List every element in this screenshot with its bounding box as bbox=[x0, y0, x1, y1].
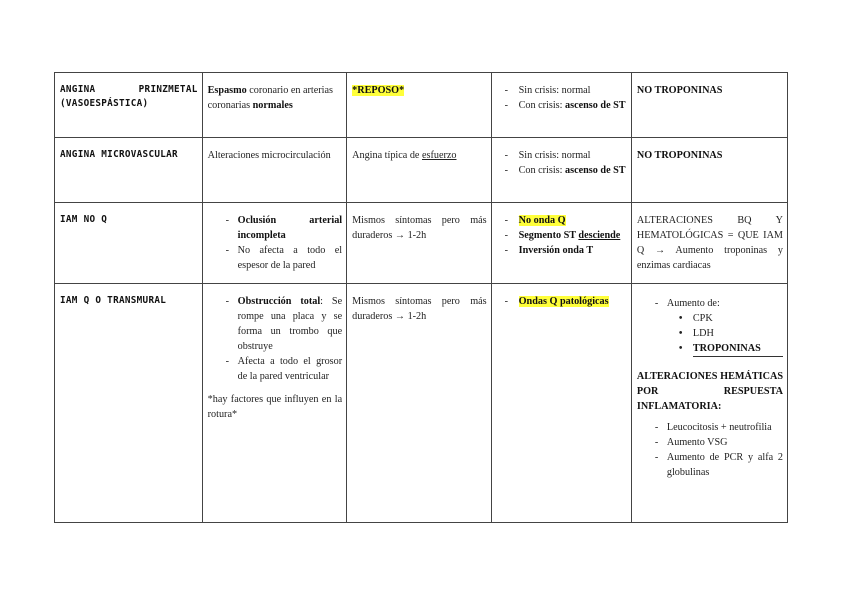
row-label: ANGINA PRINZMETAL (VASOESPÁSTICA) bbox=[60, 84, 198, 109]
table-row bbox=[55, 73, 788, 138]
text: Alteraciones microcirculación bbox=[207, 150, 331, 161]
lab-heading: ALTERACIONES HEMÁTICAS POR RESPUESTA INFLAMATORIA: bbox=[636, 371, 783, 412]
ecg-cell bbox=[491, 284, 631, 523]
lab-bullets bbox=[637, 311, 783, 357]
row-label: ANGINA MICROVASCULAR bbox=[60, 149, 178, 160]
bold-term: normales bbox=[252, 100, 293, 111]
row-label: IAM Q O TRANSMURAL bbox=[60, 295, 167, 306]
row-label-cell bbox=[55, 284, 203, 523]
symptoms-cell bbox=[347, 73, 491, 138]
bold-term: ascenso de ST bbox=[565, 165, 626, 176]
row-label-cell bbox=[55, 203, 203, 284]
ecg-cell bbox=[491, 138, 631, 203]
table-row bbox=[55, 138, 788, 203]
lab-list bbox=[637, 420, 783, 480]
list-item: - Ondas Q patológicas bbox=[497, 294, 627, 309]
list-item: - Afecta a todo el grosor de la pared ventricular bbox=[208, 354, 342, 384]
ecg-cell bbox=[491, 73, 631, 138]
list-item: • CPK bbox=[693, 311, 783, 326]
mechanism-cell bbox=[202, 73, 346, 138]
mechanism-cell bbox=[202, 138, 346, 203]
table-row bbox=[55, 203, 788, 284]
note: *hay factores que influyen en la rotura* bbox=[207, 394, 343, 420]
mechanism-list bbox=[208, 294, 342, 384]
text: Mismos síntomas pero más duraderos → 1-2h bbox=[352, 296, 487, 322]
highlighted-term: *REPOSO* bbox=[352, 85, 405, 96]
text: coronario en arterias coronarias bbox=[207, 85, 333, 111]
text: Mismos síntomas pero más duraderos → 1-2h bbox=[352, 215, 487, 241]
row-label-cell bbox=[55, 73, 203, 138]
row-label: IAM NO Q bbox=[60, 214, 108, 225]
symptoms-cell bbox=[347, 138, 491, 203]
list-item: - Sin crisis: normal bbox=[497, 83, 627, 98]
list-item: - No onda Q bbox=[497, 213, 627, 228]
ecg-list bbox=[497, 148, 627, 178]
lab-cell bbox=[631, 284, 787, 523]
list-item: - Con crisis: ascenso de ST bbox=[497, 98, 627, 113]
ecg-list bbox=[497, 83, 627, 113]
list-item: • LDH bbox=[693, 326, 783, 341]
table-row bbox=[55, 284, 788, 523]
lab-cell bbox=[631, 203, 787, 284]
ecg-list bbox=[497, 294, 627, 309]
row-label-cell bbox=[55, 138, 203, 203]
symptoms-cell bbox=[347, 203, 491, 284]
ecg-list bbox=[497, 213, 627, 258]
symptoms-cell bbox=[347, 284, 491, 523]
list-item: - Con crisis: ascenso de ST bbox=[497, 163, 627, 178]
list-item: - Obstrucción total: Se rompe una placa y se forma un trombo que obstruye bbox=[208, 294, 342, 354]
list-item: - Inversión onda T bbox=[497, 243, 627, 258]
text: Angina típica de bbox=[352, 150, 422, 161]
list-item: • TROPONINAS bbox=[693, 341, 783, 357]
ecg-cell bbox=[491, 203, 631, 284]
lab-list bbox=[637, 296, 783, 311]
list-item: - Oclusión arterial incompleta bbox=[208, 213, 342, 243]
mechanism-cell bbox=[202, 203, 346, 284]
bold-term: Espasmo bbox=[207, 85, 247, 96]
bold-term: ascenso de ST bbox=[565, 100, 626, 111]
list-item: - Aumento de PCR y alfa 2 globulinas bbox=[637, 450, 783, 480]
list-item: - Leucocitosis + neutrofilia bbox=[637, 420, 783, 435]
list-item: - Sin crisis: normal bbox=[497, 148, 627, 163]
underlined-term: esfuerzo bbox=[422, 150, 457, 161]
clinical-table bbox=[54, 72, 788, 523]
mechanism-list bbox=[208, 213, 342, 273]
lab-text: ALTERACIONES BQ Y HEMATOLÓGICAS = QUE IAM Q → Aumento troponinas y enzimas cardiacas bbox=[636, 215, 783, 271]
list-item: - Aumento de: bbox=[637, 296, 783, 311]
mechanism-cell bbox=[202, 284, 346, 523]
list-item: - Segmento ST desciende bbox=[497, 228, 627, 243]
lab-cell bbox=[631, 138, 787, 203]
list-item: - Aumento VSG bbox=[637, 435, 783, 450]
lab-text: NO TROPONINAS bbox=[636, 85, 723, 96]
lab-text: NO TROPONINAS bbox=[636, 150, 723, 161]
list-item: - No afecta a todo el espesor de la pared bbox=[208, 243, 342, 273]
lab-cell bbox=[631, 73, 787, 138]
